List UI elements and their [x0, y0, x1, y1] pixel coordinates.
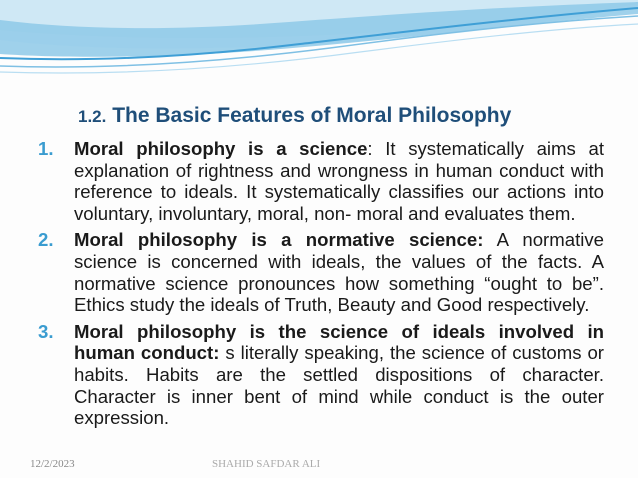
item-text: s literally speaking, the science of customs or habits. Habits are the settled dispositions of character. Character is inner bent of mind while conduct is the outer expression. — [74, 342, 604, 429]
item-number: 1. — [38, 138, 54, 159]
title-text: The Basic Features of Moral Philosophy — [112, 104, 512, 127]
header-wave-decoration — [0, 0, 638, 80]
item-number: 3. — [38, 320, 54, 342]
item-lead: Moral philosophy is a normative science: — [74, 229, 484, 251]
footer-date: 12/2/2023 — [30, 458, 75, 470]
footer-author: SHAHID SAFDAR ALI — [212, 458, 321, 470]
item-number: 2. — [38, 229, 54, 251]
list-item — [38, 229, 604, 315]
feature-list — [38, 138, 604, 434]
item-text: A normative science is concerned with ideals, the values of the facts. A normative science pronounces how something “ought to be”. Ethics study the ideals of Truth, Beauty and Good respectively. — [74, 229, 604, 316]
list-item — [38, 138, 604, 224]
item-text: : It systematically aims at explanation of rightness and wrongness in human conduct with reference to ideals. It systematically classifies our actions into voluntary, involuntary, moral, non- moral and evaluates them. — [74, 138, 604, 224]
item-lead: Moral philosophy is a science — [74, 138, 368, 159]
list-item — [38, 321, 604, 429]
slide-title — [78, 104, 511, 128]
item-lead: Moral philosophy is the science of ideals involved in human conduct: — [74, 320, 604, 364]
title-number: 1.2. — [78, 107, 107, 126]
